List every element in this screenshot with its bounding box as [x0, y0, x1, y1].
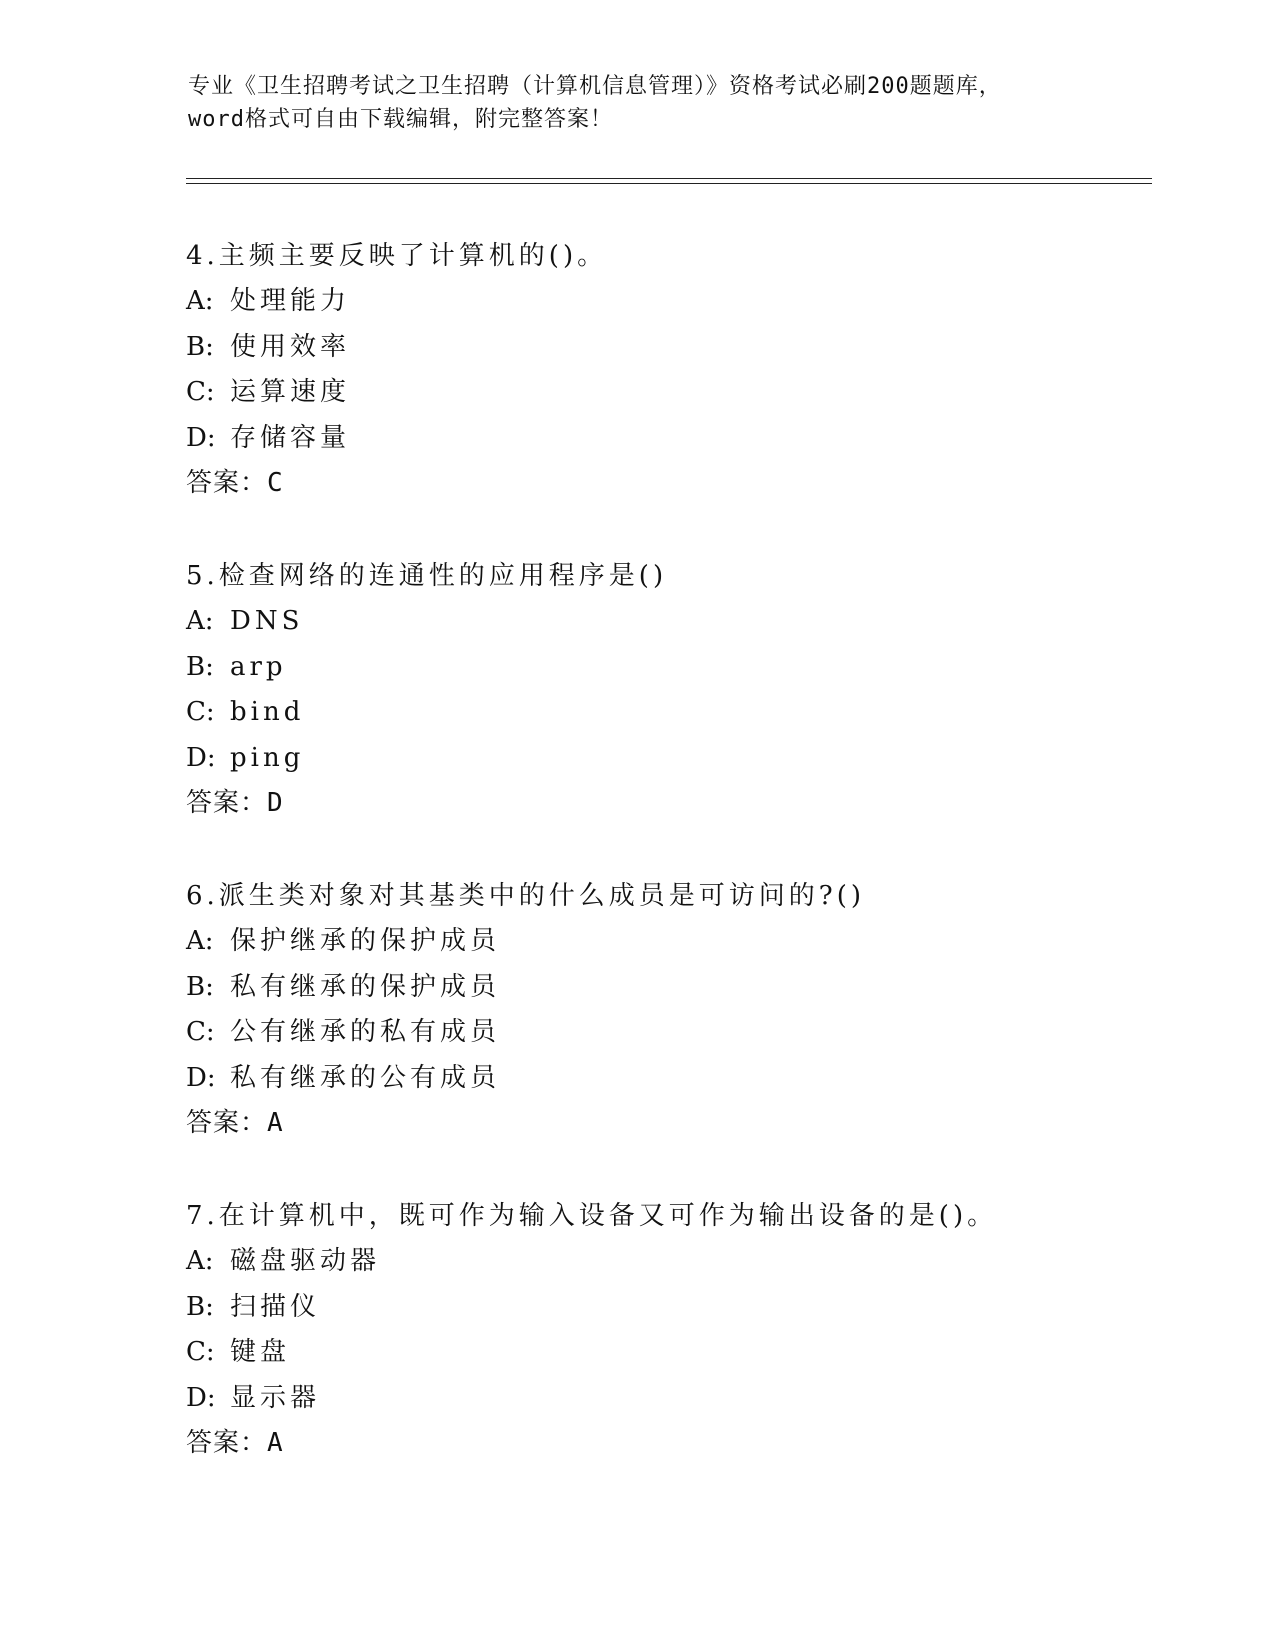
answer-label: 答案： [186, 787, 268, 818]
option-d [186, 736, 1146, 781]
option-b [186, 645, 1146, 690]
answer-line [186, 1421, 1146, 1466]
question-list [186, 234, 1146, 1514]
answer-line [186, 781, 1146, 826]
option-d [186, 1376, 1146, 1421]
option-key: C: [186, 377, 215, 408]
option-text: 存储容量 [230, 422, 351, 453]
option-c [186, 1010, 1146, 1055]
option-key: D: [186, 1382, 216, 1413]
answer-value: C [267, 467, 283, 498]
option-a [186, 599, 1146, 644]
option-text: 运算速度 [230, 377, 351, 408]
option-text: 扫描仪 [230, 1291, 321, 1322]
document-header [188, 70, 1108, 136]
answer-value: A [267, 1427, 283, 1458]
question-stem: 4.主频主要反映了计算机的()。 [186, 241, 608, 271]
question-stem: 6.派生类对象对其基类中的什么成员是可访问的?() [186, 881, 866, 911]
option-key: C: [186, 1017, 215, 1048]
option-text: 显示器 [230, 1382, 321, 1413]
option-b [186, 965, 1146, 1010]
answer-label: 答案： [186, 1427, 268, 1458]
option-key: B: [186, 651, 214, 682]
option-key: D: [186, 742, 216, 773]
option-d [186, 416, 1146, 461]
option-text: ping [230, 742, 305, 773]
question-5 [186, 554, 1146, 874]
header-divider-top [186, 178, 1152, 179]
option-key: B: [186, 1291, 214, 1322]
option-c [186, 690, 1146, 735]
option-key: A: [186, 1246, 214, 1277]
option-key: B: [186, 331, 214, 362]
option-key: A: [186, 286, 214, 317]
question-6 [186, 874, 1146, 1194]
option-text: bind [230, 697, 305, 728]
option-key: D: [186, 1062, 216, 1093]
answer-value: A [267, 1107, 283, 1138]
option-text: 使用效率 [230, 331, 351, 362]
option-c [186, 1330, 1146, 1375]
header-line-2: word格式可自由下载编辑，附完整答案！ [188, 107, 613, 132]
answer-label: 答案： [186, 1107, 268, 1138]
option-a [186, 279, 1146, 324]
option-c [186, 370, 1146, 415]
option-b [186, 325, 1146, 370]
option-b [186, 1285, 1146, 1330]
question-stem: 7.在计算机中，既可作为输入设备又可作为输出设备的是()。 [186, 1201, 998, 1231]
header-line-1: 专业《卫生招聘考试之卫生招聘（计算机信息管理）》资格考试必刷200题题库， [188, 74, 1002, 99]
option-text: arp [230, 651, 287, 682]
option-text: 私有继承的保护成员 [230, 971, 501, 1002]
option-key: D: [186, 422, 216, 453]
header-divider-bottom [186, 183, 1152, 184]
answer-line [186, 1101, 1146, 1146]
question-7 [186, 1194, 1146, 1514]
option-key: A: [186, 926, 214, 957]
option-text: 处理能力 [230, 286, 351, 317]
option-key: A: [186, 606, 214, 637]
option-key: B: [186, 971, 214, 1002]
option-key: C: [186, 697, 215, 728]
option-d [186, 1056, 1146, 1101]
option-text: 键盘 [230, 1337, 291, 1368]
question-4 [186, 234, 1146, 554]
question-stem: 5.检查网络的连通性的应用程序是() [186, 561, 668, 591]
option-text: 公有继承的私有成员 [230, 1017, 501, 1048]
option-a [186, 919, 1146, 964]
answer-line [186, 461, 1146, 506]
option-a [186, 1239, 1146, 1284]
option-text: 磁盘驱动器 [230, 1246, 381, 1277]
answer-label: 答案： [186, 467, 268, 498]
option-text: 私有继承的公有成员 [230, 1062, 501, 1093]
option-text: DNS [230, 606, 304, 637]
option-text: 保护继承的保护成员 [230, 926, 501, 957]
option-key: C: [186, 1337, 215, 1368]
answer-value: D [267, 787, 283, 818]
